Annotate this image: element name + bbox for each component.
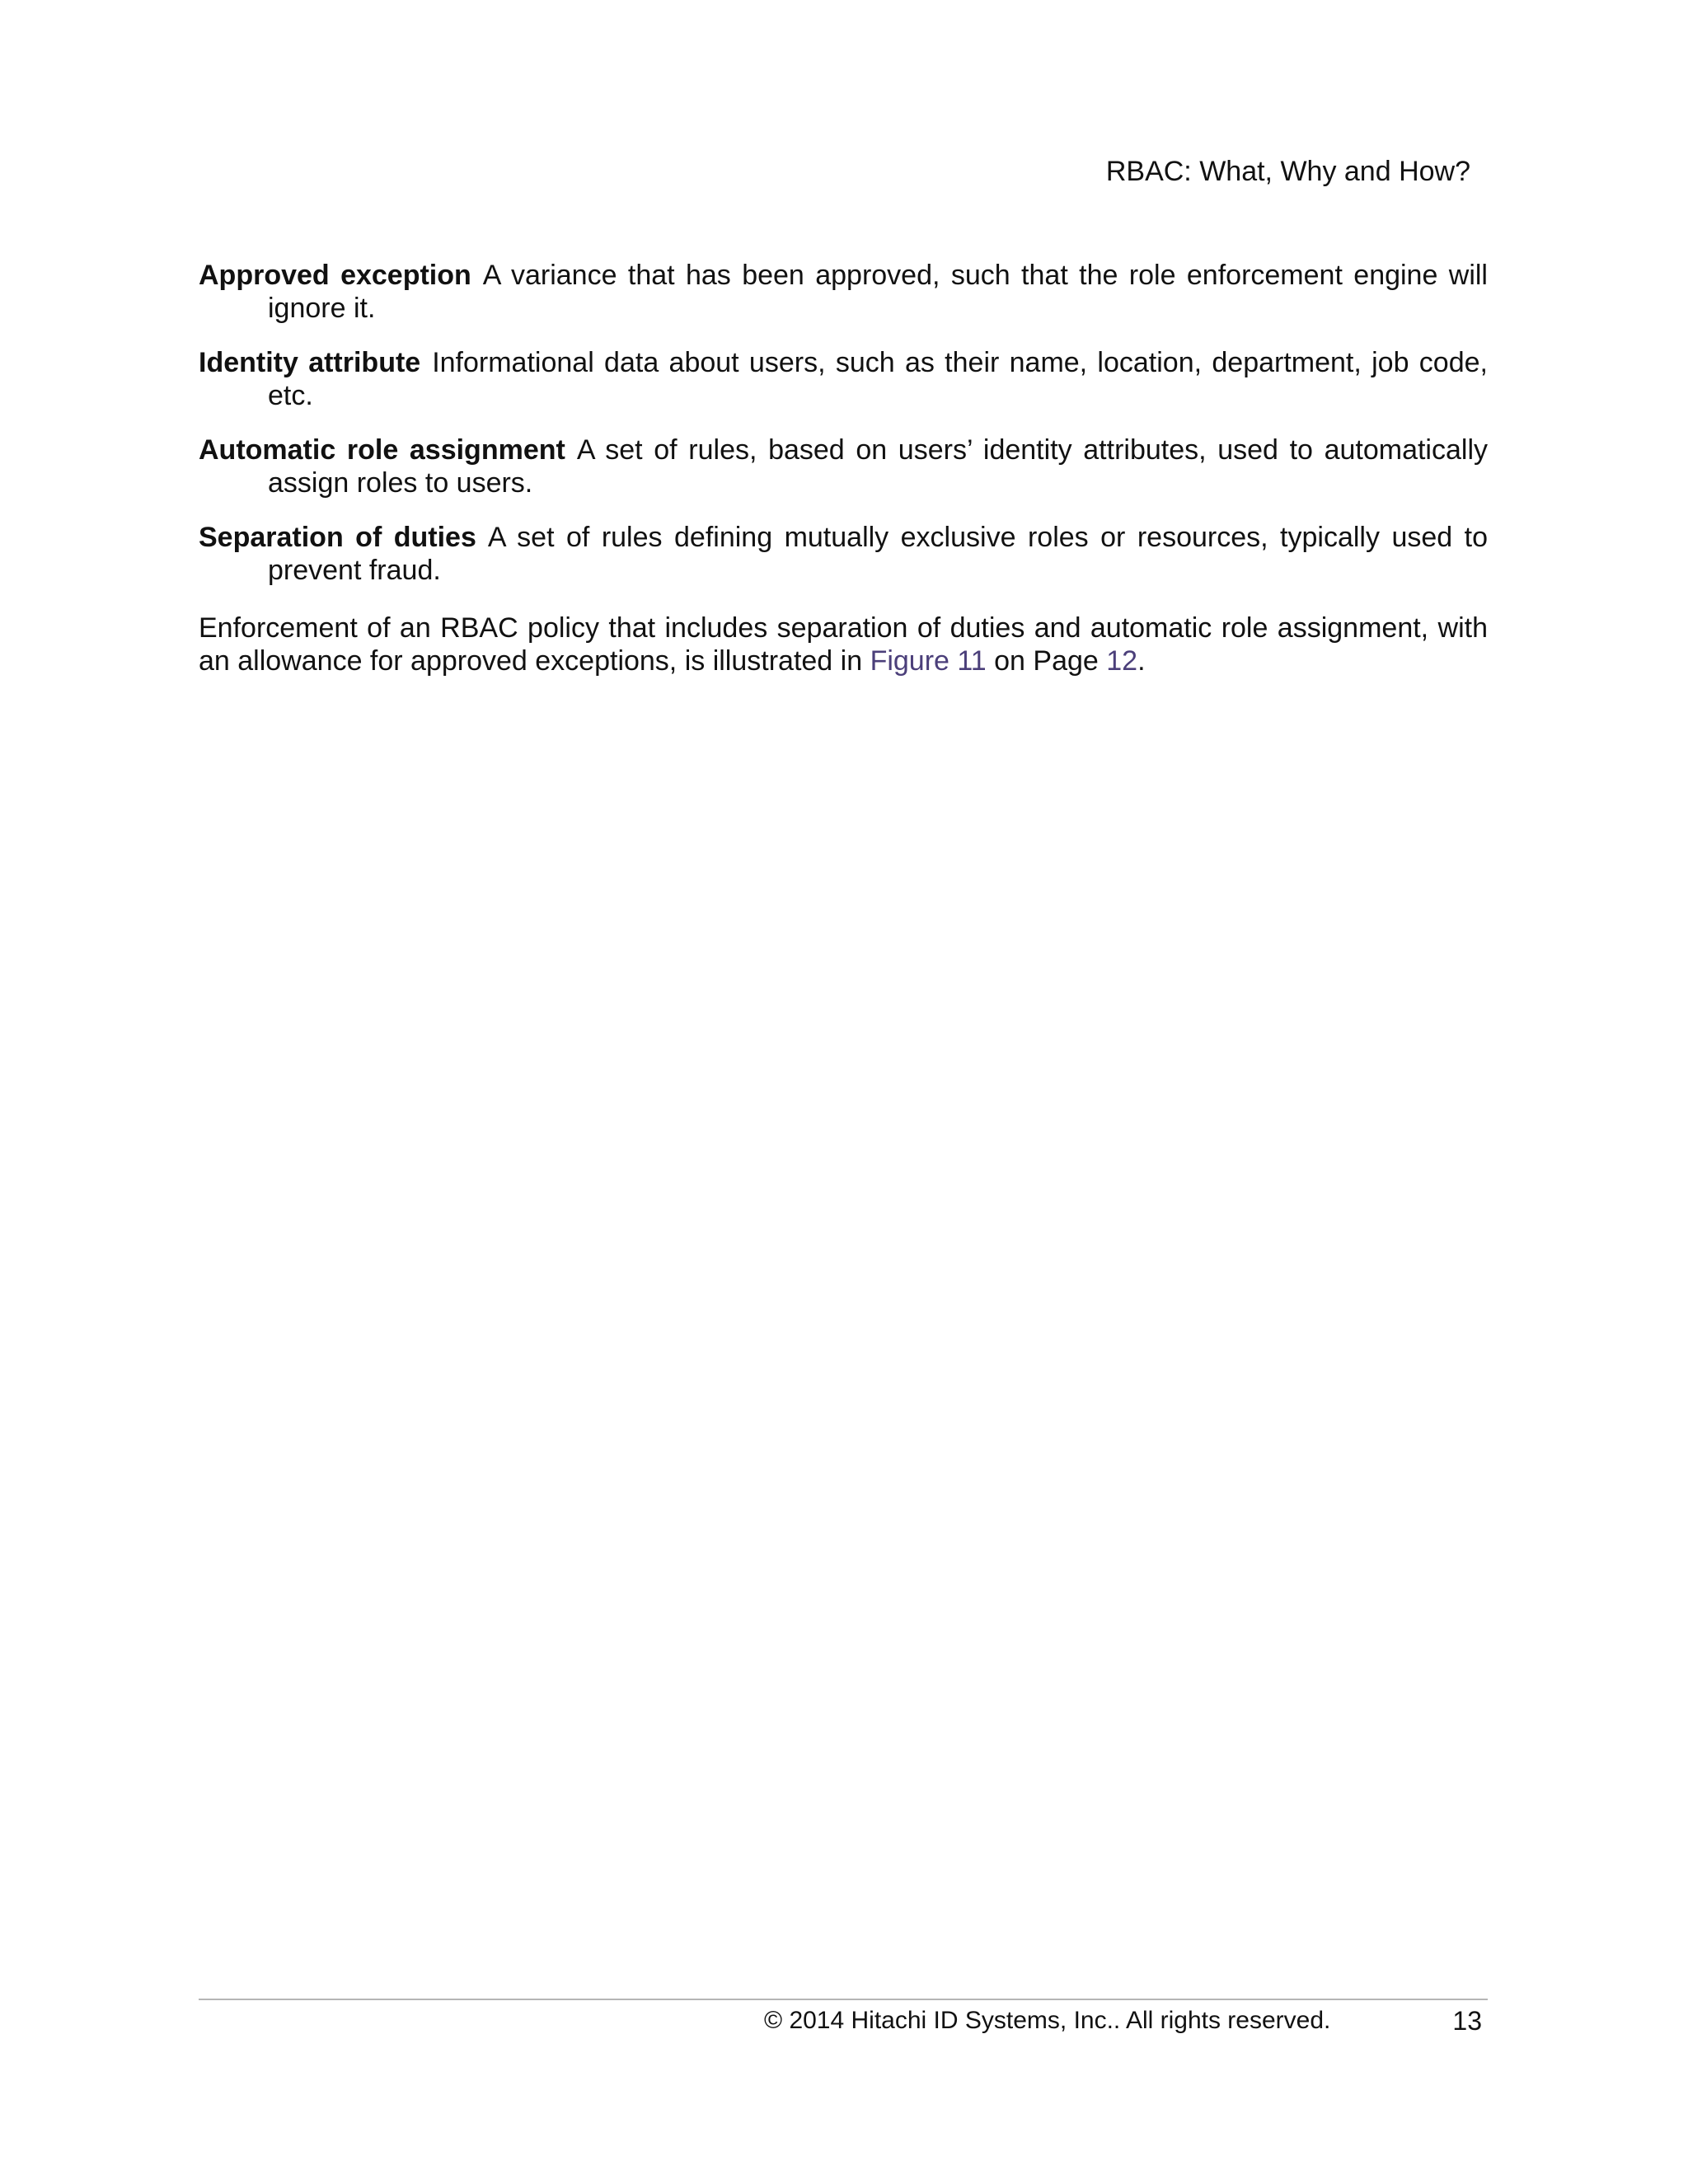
definition-list — [199, 259, 1488, 608]
page-number: 13 — [1452, 2006, 1482, 2036]
figure-link[interactable]: Figure 11 — [870, 645, 987, 677]
definition-description: A set of rules defining mutually exclusive roles or resources, typically used to prevent fraud. — [268, 522, 1489, 586]
definition-description: Informational data about users, such as their name, location, department, job code, etc. — [268, 347, 1488, 411]
definition-term: Identity attribute — [199, 347, 421, 378]
definition-term: Separation of duties — [199, 522, 476, 553]
definition-term: Approved exception — [199, 260, 471, 291]
paragraph-text: Enforcement of an RBAC policy that includes separation of duties and automatic role assignment, with an allowance for approved exceptions, is illustrated in — [199, 612, 1488, 677]
paragraph-text: on Page — [986, 645, 1107, 677]
definition-item — [199, 346, 1488, 412]
definition-description: A set of rules, based on users’ identity attributes, used to automatically assign roles to users. — [268, 434, 1489, 499]
definition-description: A variance that has been approved, such that the role enforcement engine will ignore it. — [268, 260, 1488, 324]
paragraph-text: . — [1137, 645, 1146, 677]
definition-item — [199, 521, 1488, 587]
definition-item — [199, 259, 1488, 325]
body-paragraph — [199, 612, 1488, 677]
definition-term: Automatic role assignment — [199, 434, 565, 466]
footer-copyright: © 2014 Hitachi ID Systems, Inc.. All rights reserved. — [764, 2007, 1331, 2034]
footer-divider — [199, 1999, 1488, 2000]
running-header: RBAC: What, Why and How? — [1105, 156, 1470, 187]
page-link[interactable]: 12 — [1106, 645, 1138, 677]
definition-item — [199, 434, 1488, 499]
